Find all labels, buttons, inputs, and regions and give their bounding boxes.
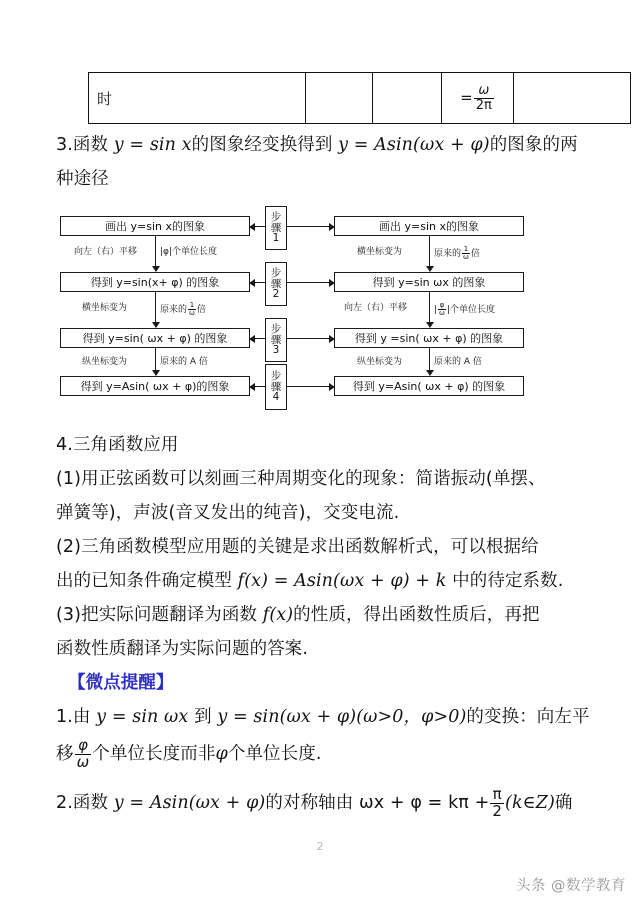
- math-hint1-to: y = sin(ωx + φ)(ω>0，φ>0): [217, 707, 467, 727]
- left-label-1-unit: 个单位长度: [172, 247, 218, 257]
- step-1-char-1: 步: [270, 211, 282, 224]
- right-label-1-left: 横坐标变为: [357, 247, 403, 257]
- left-arrow-2-to-3: [155, 292, 156, 327]
- step-3-char-2: 骤: [270, 333, 282, 346]
- step-box-2: [265, 262, 287, 306]
- paragraph-3-suffix: 的性质，得出函数性质后，再把: [293, 605, 540, 625]
- table-cell-empty-3: [514, 73, 631, 124]
- step-box-1: [265, 206, 287, 250]
- left-label-2-pre: 原来的: [160, 305, 188, 315]
- math-hint2-func: y = Asin(ωx + φ): [113, 793, 266, 813]
- left-box-1: 画出 y=sin x的图象: [60, 216, 250, 236]
- left-arrow-1-to-2: [155, 236, 156, 271]
- transformation-flowchart: [52, 206, 516, 414]
- table-cell-frequency-formula: [442, 73, 514, 124]
- right-arrow-2-to-3: [429, 292, 430, 327]
- hint-1-prefix: 1.由: [56, 707, 97, 727]
- paragraph-1-line-2: 弹簧等)，声波(音叉发出的纯音)，交变电流.: [56, 503, 400, 523]
- watermark: 头条 @数学教育: [515, 878, 626, 894]
- hint-item-1: [56, 700, 596, 774]
- left-box-3: 得到 y=sin( ωx + φ) 的图象: [60, 328, 250, 348]
- heading-4-applications: 4.三角函数应用: [56, 435, 179, 455]
- hint-2-suffix: 确: [554, 793, 573, 813]
- step-2-char-1: 步: [270, 267, 282, 280]
- phi-over-omega-fraction: [75, 735, 92, 771]
- equals-sign: =: [460, 88, 473, 107]
- hint-1-suffix: 的变换：向左平: [466, 707, 590, 727]
- right-label-2-right: [434, 302, 495, 317]
- paragraph-2-line-1: (2)三角函数模型应用题的关键是求出函数解析式，可以根据给: [56, 537, 539, 557]
- hint-1-dao: 到: [188, 707, 218, 727]
- left-label-2-right: [160, 302, 206, 317]
- step-2-char-3: 2: [272, 288, 280, 301]
- right-label-1-fraction: [462, 246, 470, 261]
- left-label-1-right: [160, 248, 217, 257]
- right-label-1-frac-den: ω: [463, 252, 469, 261]
- left-label-3-left: 纵坐标变为: [82, 357, 128, 367]
- right-arrow-1-to-2: [429, 236, 430, 271]
- paragraph-1: [56, 462, 596, 530]
- hint-2-axis-text: 的对称轴由 ωx + φ = kπ +: [265, 793, 490, 813]
- paragraph-3: [56, 598, 596, 666]
- paragraph-1-line-1: (1)用正弦函数可以刻画三种周期变化的现象：简谐振动(单摆、: [56, 469, 546, 489]
- right-label-2-fraction: [438, 302, 446, 317]
- right-label-3-right: 原来的 A 倍: [434, 357, 482, 367]
- hint-2-prefix: 2.函数: [56, 793, 114, 813]
- left-label-1-abs-phi: |φ|: [160, 247, 173, 257]
- paragraph-2-line-2: [56, 564, 596, 598]
- connector-step2-left: [250, 282, 265, 283]
- right-arrow-3-to-4: [429, 348, 430, 375]
- left-label-2-frac-num: 1: [189, 300, 195, 309]
- left-label-1-left: 向左（右）平移: [74, 247, 138, 257]
- heading-3-prefix: 3.函数: [56, 135, 114, 155]
- math-fx: f(x): [262, 605, 294, 625]
- hint-1-frac-den: ω: [76, 752, 90, 771]
- fraction-denominator: 2π: [475, 97, 492, 113]
- step-4-char-3: 4: [272, 391, 280, 404]
- right-box-4: 得到 y=Asin( ωx + φ) 的图象: [334, 376, 524, 396]
- step-1-char-2: 骤: [270, 221, 282, 234]
- step-4-char-1: 步: [270, 370, 282, 383]
- table-row: [89, 73, 631, 124]
- step-2-char-2: 骤: [270, 277, 282, 290]
- step-3-char-1: 步: [270, 323, 282, 336]
- heading-3-two-methods: [56, 128, 596, 196]
- connector-step4-right: [287, 386, 334, 387]
- left-box-2: 得到 y=sin(x+ φ) 的图象: [60, 272, 250, 292]
- heading-3-middle: 的图象经变换得到: [191, 135, 339, 155]
- hint-item-2: [56, 782, 596, 824]
- properties-table: [88, 72, 631, 124]
- math-y-sin-x: y = sin x: [113, 135, 192, 155]
- right-label-1-frac-num: 1: [463, 244, 469, 253]
- table-cell-label: 时: [89, 73, 306, 124]
- left-label-3-right: 原来的 A 倍: [160, 357, 208, 367]
- heading-3-line-2: 种途径: [56, 169, 109, 189]
- left-box-4: 得到 y=Asin( ωx + φ)的图象: [60, 376, 250, 396]
- hint-1-move: 移: [56, 744, 74, 764]
- right-box-3: 得到 y =sin( ωx + φ) 的图象: [334, 328, 524, 348]
- step-box-4: [265, 364, 287, 410]
- hint-1-frac-num: φ: [75, 738, 92, 755]
- connector-step4-left: [250, 386, 265, 387]
- hint-section-title: 【微点提醒】: [68, 673, 174, 693]
- connector-step3-left: [250, 338, 265, 339]
- math-hint1-from: y = sin ωx: [96, 707, 189, 727]
- heading-3-end: 的图象的两: [489, 135, 578, 155]
- left-arrow-3-to-4: [155, 348, 156, 375]
- table-cell-empty-1: [306, 73, 373, 124]
- hint-1-mid: 个单位长度而非: [92, 744, 216, 764]
- right-label-2-post: |个单位长度: [446, 305, 495, 315]
- step-box-3: [265, 318, 287, 362]
- step-1-char-3: 1: [272, 232, 280, 245]
- paragraph-3-prefix: (3)把实际问题翻译为函数: [56, 605, 263, 625]
- right-label-2-frac-num: φ: [439, 300, 445, 309]
- right-label-1-pre: 原来的: [434, 249, 462, 259]
- hint-2-frac-den: 2: [492, 801, 503, 820]
- left-label-2-fraction: [188, 302, 196, 317]
- right-label-1-post: 倍: [470, 249, 480, 259]
- paragraph-3-line-2: 函数性质翻译为实际问题的答案.: [56, 639, 309, 659]
- paragraph-2-prefix: 出的已知条件确定模型: [56, 571, 238, 591]
- fraction-numerator: ω: [474, 84, 494, 99]
- right-label-2-pre: |: [434, 305, 438, 315]
- left-label-2-frac-den: ω: [189, 308, 195, 317]
- left-label-2-left: 横坐标变为: [82, 303, 128, 313]
- connector-step1-right: [287, 226, 334, 227]
- omega-over-2pi-fraction: [474, 84, 494, 112]
- connector-step3-right: [287, 338, 334, 339]
- math-fx-model: f(x) = Asin(ωx + φ) + k: [237, 571, 447, 591]
- connector-step1-left: [250, 226, 265, 227]
- right-label-2-left: 向左（右）平移: [344, 303, 408, 313]
- page-number: 2: [316, 840, 324, 853]
- pi-over-2-fraction: [490, 784, 504, 820]
- connector-step2-right: [287, 282, 334, 283]
- right-label-3-left: 纵坐标变为: [357, 357, 403, 367]
- hint-2-frac-num: π: [490, 787, 504, 804]
- hint-2-kz: (k∈Z): [505, 793, 555, 813]
- hint-1-line-2: [56, 734, 596, 774]
- left-label-2-post: 倍: [196, 305, 206, 315]
- step-4-char-2: 骤: [270, 380, 282, 393]
- math-y-Asin: y = Asin(ωx + φ): [338, 135, 490, 155]
- right-label-2-frac-den: ω: [439, 308, 445, 317]
- table-cell-empty-2: [373, 73, 442, 124]
- right-box-1: 画出 y=sin x的图象: [334, 216, 524, 236]
- right-label-1-right: [434, 246, 480, 261]
- paragraph-2: [56, 530, 596, 598]
- step-3-char-3: 3: [272, 344, 280, 357]
- hint-1-phi: φ: [215, 744, 228, 764]
- hint-1-line-1: [56, 700, 596, 734]
- paragraph-2-suffix: 中的待定系数.: [446, 571, 564, 591]
- hint-1-end: 个单位长度.: [227, 744, 322, 764]
- right-box-2: 得到 y=sin ωx 的图象: [334, 272, 524, 292]
- paragraph-3-line-1: [56, 598, 596, 632]
